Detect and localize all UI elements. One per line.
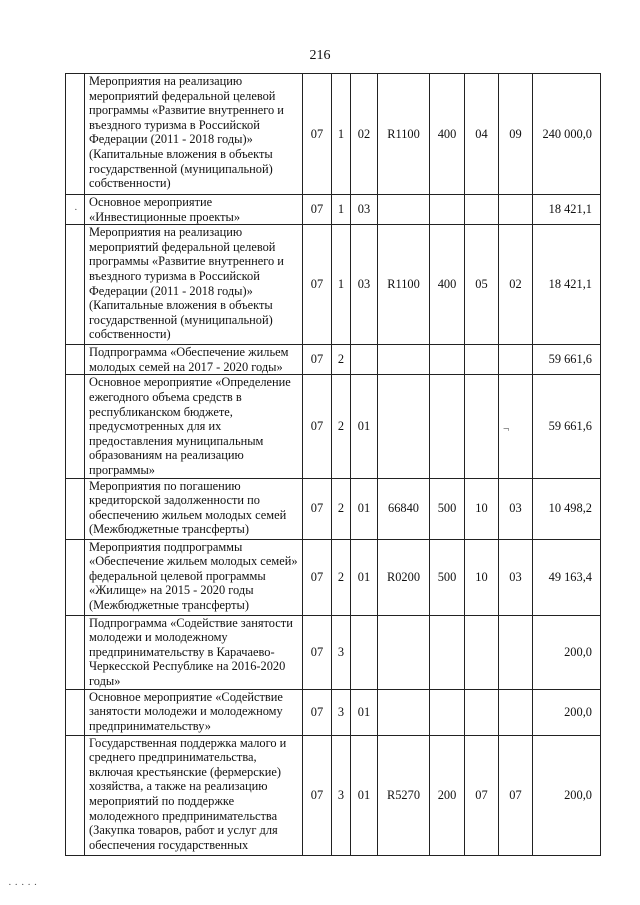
section-code-cell: 07 <box>303 195 332 225</box>
amount-cell: 59 661,6 <box>533 375 601 478</box>
expense-type-cell: 400 <box>430 225 465 345</box>
description-cell: Мероприятия на реализацию мероприятий федеральной целевой программы «Развитие внутреннего и въездного туризма в Российской Федерации (2011 - 2018 годы)» (Капитальные вложения в объекты государственной (муниципальной) собственности) <box>85 225 303 345</box>
subsection-cell <box>499 345 533 375</box>
amount-cell: 18 421,1 <box>533 225 601 345</box>
table-row <box>66 195 601 225</box>
subprogram-code-cell: 1 <box>332 225 351 345</box>
section-code-cell: 07 <box>303 735 332 855</box>
activity-code-cell: 02 <box>351 74 378 195</box>
table-row <box>66 735 601 855</box>
direction-code-cell <box>378 615 430 689</box>
number-cell <box>66 375 85 478</box>
scan-speck: · · · · · <box>8 879 38 891</box>
section-code-cell: 07 <box>303 539 332 615</box>
subsection-cell <box>499 195 533 225</box>
section-code-cell: 07 <box>303 225 332 345</box>
direction-code-cell <box>378 345 430 375</box>
subprogram-code-cell: 1 <box>332 74 351 195</box>
subsection-cell: 02 <box>499 225 533 345</box>
scan-speck: ¬ <box>503 423 510 435</box>
number-cell <box>66 345 85 375</box>
number-cell <box>66 225 85 345</box>
section-cell: 05 <box>465 225 499 345</box>
amount-cell: 200,0 <box>533 689 601 735</box>
subsection-cell: 03 <box>499 478 533 539</box>
section-cell: 10 <box>465 478 499 539</box>
activity-code-cell: 01 <box>351 375 378 478</box>
section-cell: 07 <box>465 735 499 855</box>
activity-code-cell: 03 <box>351 225 378 345</box>
direction-code-cell <box>378 195 430 225</box>
expense-type-cell <box>430 375 465 478</box>
table-row <box>66 225 601 345</box>
subsection-cell: 03 <box>499 539 533 615</box>
table-row <box>66 74 601 195</box>
description-cell: Подпрограмма «Содействие занятости молодежи и молодежному предпринимательству в Карачаево-Черкесской Республике на 2016-2020 годы» <box>85 615 303 689</box>
expense-type-cell: 400 <box>430 74 465 195</box>
subsection-cell: 07 <box>499 735 533 855</box>
direction-code-cell: R1100 <box>378 74 430 195</box>
table-row <box>66 478 601 539</box>
section-code-cell: 07 <box>303 615 332 689</box>
amount-cell: 10 498,2 <box>533 478 601 539</box>
subprogram-code-cell: 2 <box>332 345 351 375</box>
activity-code-cell <box>351 615 378 689</box>
number-cell <box>66 735 85 855</box>
expense-type-cell <box>430 689 465 735</box>
scan-speck: · <box>74 204 78 216</box>
section-cell: 10 <box>465 539 499 615</box>
description-cell: Подпрограмма «Обеспечение жильем молодых семей на 2017 - 2020 годы» <box>85 345 303 375</box>
number-cell <box>66 74 85 195</box>
description-cell: Основное мероприятие «Содействие занятости молодежи и молодежному предпринимательству» <box>85 689 303 735</box>
subprogram-code-cell: 1 <box>332 195 351 225</box>
direction-code-cell: R5270 <box>378 735 430 855</box>
subsection-cell <box>499 615 533 689</box>
amount-cell: 240 000,0 <box>533 74 601 195</box>
activity-code-cell: 01 <box>351 689 378 735</box>
section-cell <box>465 375 499 478</box>
activity-code-cell: 03 <box>351 195 378 225</box>
expense-type-cell: 500 <box>430 539 465 615</box>
section-code-cell: 07 <box>303 689 332 735</box>
direction-code-cell: R1100 <box>378 225 430 345</box>
subprogram-code-cell: 3 <box>332 735 351 855</box>
number-cell <box>66 615 85 689</box>
page-number: 216 <box>309 48 331 63</box>
expense-type-cell <box>430 345 465 375</box>
subprogram-code-cell: 2 <box>332 539 351 615</box>
section-code-cell: 07 <box>303 74 332 195</box>
section-cell <box>465 195 499 225</box>
amount-cell: 59 661,6 <box>533 345 601 375</box>
amount-cell: 49 163,4 <box>533 539 601 615</box>
activity-code-cell: 01 <box>351 735 378 855</box>
table-row <box>66 689 601 735</box>
table-row <box>66 345 601 375</box>
section-code-cell: 07 <box>303 478 332 539</box>
activity-code-cell <box>351 345 378 375</box>
table-row <box>66 375 601 478</box>
description-cell: Мероприятия на реализацию мероприятий федеральной целевой программы «Развитие внутреннего и въездного туризма в Российской Федерации (2011 - 2018 годы)» (Капитальные вложения в объекты государственной (муниципальной) собственности) <box>85 74 303 195</box>
subsection-cell <box>499 689 533 735</box>
number-cell <box>66 689 85 735</box>
amount-cell: 200,0 <box>533 735 601 855</box>
expense-type-cell: 200 <box>430 735 465 855</box>
section-code-cell: 07 <box>303 345 332 375</box>
description-cell: Государственная поддержка малого и среднего предпринимательства, включая крестьянские (фермерские) хозяйства, а также на реализацию мероприятий по поддержке молодежного предпринимательства (Закупка товаров, работ и услуг для обеспечения государственных <box>85 735 303 855</box>
direction-code-cell: 66840 <box>378 478 430 539</box>
number-cell <box>66 478 85 539</box>
section-cell: 04 <box>465 74 499 195</box>
subsection-cell: 09 <box>499 74 533 195</box>
subprogram-code-cell: 3 <box>332 615 351 689</box>
section-cell <box>465 345 499 375</box>
activity-code-cell: 01 <box>351 539 378 615</box>
direction-code-cell: R0200 <box>378 539 430 615</box>
amount-cell: 200,0 <box>533 615 601 689</box>
section-cell <box>465 689 499 735</box>
expense-type-cell: 500 <box>430 478 465 539</box>
direction-code-cell <box>378 689 430 735</box>
description-cell: Мероприятия подпрограммы «Обеспечение жильем молодых семей» федеральной целевой программы «Жилище» на 2015 - 2020 годы (Межбюджетные трансферты) <box>85 539 303 615</box>
budget-table <box>65 73 601 856</box>
section-code-cell: 07 <box>303 375 332 478</box>
amount-cell: 18 421,1 <box>533 195 601 225</box>
subprogram-code-cell: 3 <box>332 689 351 735</box>
subprogram-code-cell: 2 <box>332 478 351 539</box>
table-row <box>66 615 601 689</box>
description-cell: Основное мероприятие «Определение ежегодного объема средств в республиканском бюджете, предусмотренных для их предоставления муниципальным образованиям на реализацию программы» <box>85 375 303 478</box>
activity-code-cell: 01 <box>351 478 378 539</box>
table-row <box>66 539 601 615</box>
direction-code-cell <box>378 375 430 478</box>
expense-type-cell <box>430 195 465 225</box>
section-cell <box>465 615 499 689</box>
subprogram-code-cell: 2 <box>332 375 351 478</box>
description-cell: Мероприятия по погашению кредиторской задолженности по обеспечению жильем молодых семей (Межбюджетные трансферты) <box>85 478 303 539</box>
expense-type-cell <box>430 615 465 689</box>
number-cell <box>66 539 85 615</box>
description-cell: Основное мероприятие «Инвестиционные проекты» <box>85 195 303 225</box>
